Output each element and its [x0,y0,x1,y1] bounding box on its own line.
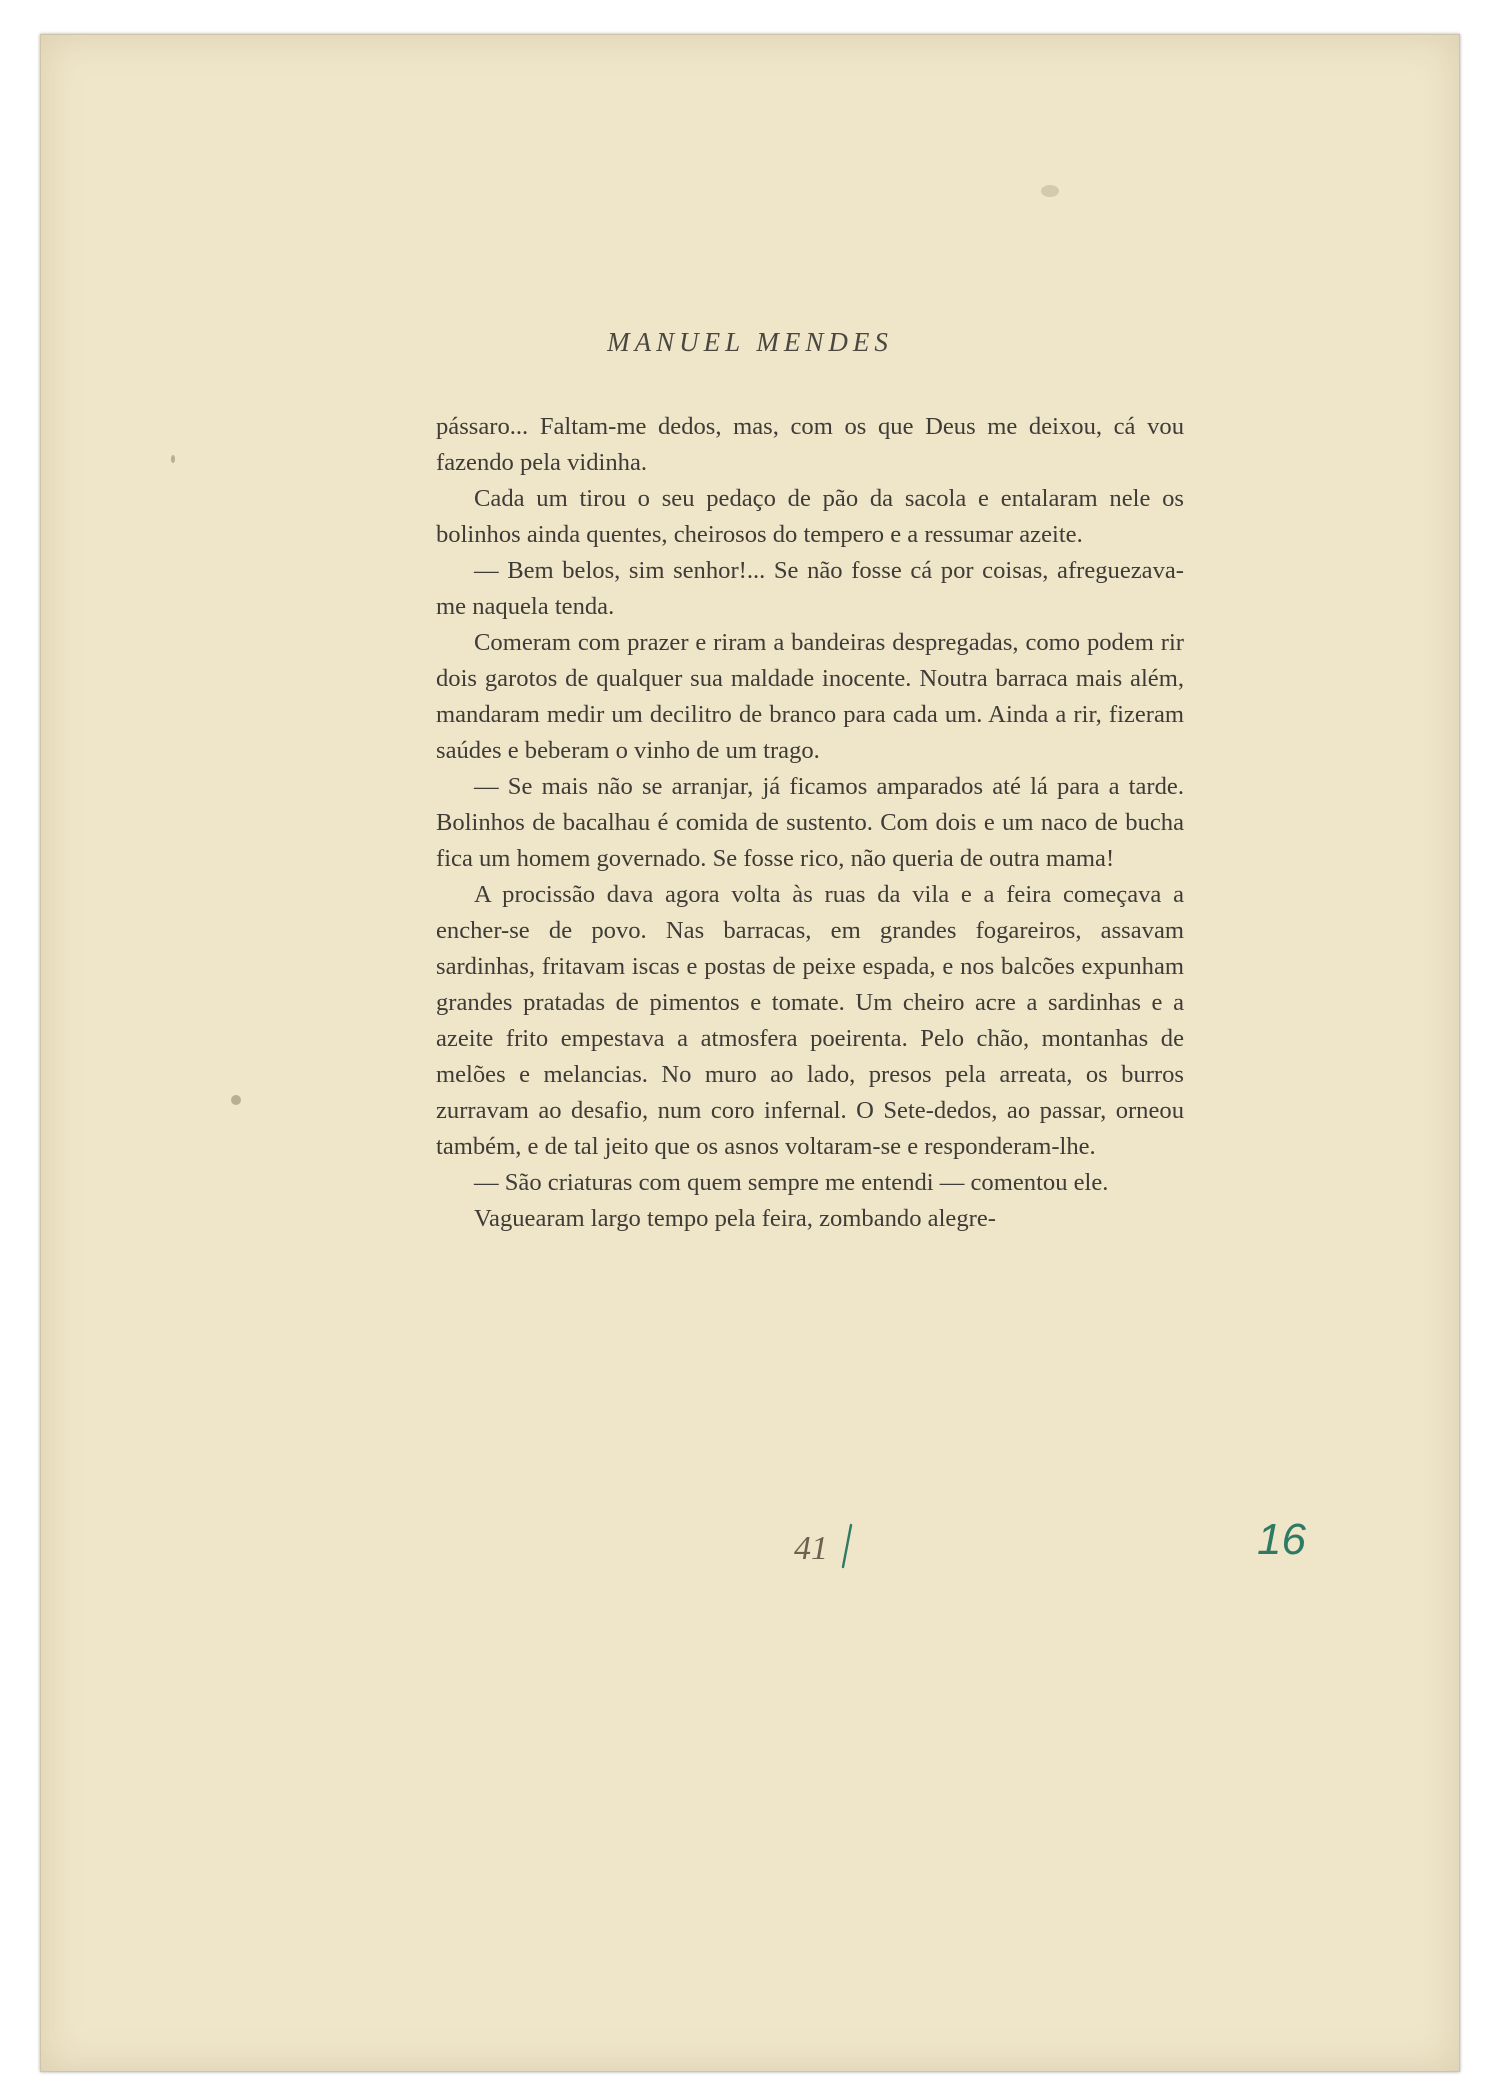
paragraph: — Se mais não se arranjar, já ficamos amparados até lá para a tarde. Bolinhos de bacalhau é comida de sustento. Com dois e um naco de bucha fica um homem governado. Se fosse rico, não queria de outra mama! [436,773,1184,872]
paper-speck [231,1095,241,1105]
paragraph: Vaguearam largo tempo pela feira, zombando alegre- [474,1205,996,1232]
paper-speck [171,455,175,463]
running-head: MANUEL MENDES [607,327,893,357]
paragraph: Cada um tirou o seu pedaço de pão da sacola e entalaram nele os bolinhos ainda quentes, cheirosos do tempero e a ressumar azeite. [436,485,1184,548]
paragraph: A procissão dava agora volta às ruas da vila e a feira começava a encher-se de povo. Nas barracas, em grandes fogareiros, assavam sardinhas, fritavam iscas e postas de peixe espada, e nos balcões expunham grandes pratadas de pimentos e tomate. Um cheiro acre a sardinhas e a azeite frito empestava a atmosfera poeirenta. Pelo chão, montanhas de melões e melancias. No muro ao lado, presos pela arreata, os burros zurravam ao desafio, num coro infernal. O Sete-dedos, ao passar, orneou também, e de tal jeito que os asnos voltaram-se e responderam-lhe. [436,881,1184,1160]
pencil-stroke-icon [837,1523,857,1569]
paragraph: — São criaturas com quem sempre me entendi — comentou ele. [474,1169,1109,1196]
paragraph: Comeram com prazer e riram a bandeiras despregadas, como podem rir dois garotos de qualquer sua maldade inocente. Noutra barraca mais além, mandaram medir um decilitro de branco para cada um. Ainda a rir, fizeram saúdes e beberam o vinho de um trago. [436,629,1184,764]
paragraph: pássaro... Faltam-me dedos, mas, com os que Deus me deixou, cá vou fazendo pela vidinha. [436,413,1184,476]
handwritten-annotation: 16 [1257,1515,1306,1564]
body-text [436,409,1184,1237]
paper-speck [1041,185,1059,197]
paragraph: — Bem belos, sim senhor!... Se não fosse cá por coisas, afreguezava-me naquela tenda. [436,557,1184,620]
document-page [40,34,1460,2072]
page-number: 41 [794,1530,828,1567]
